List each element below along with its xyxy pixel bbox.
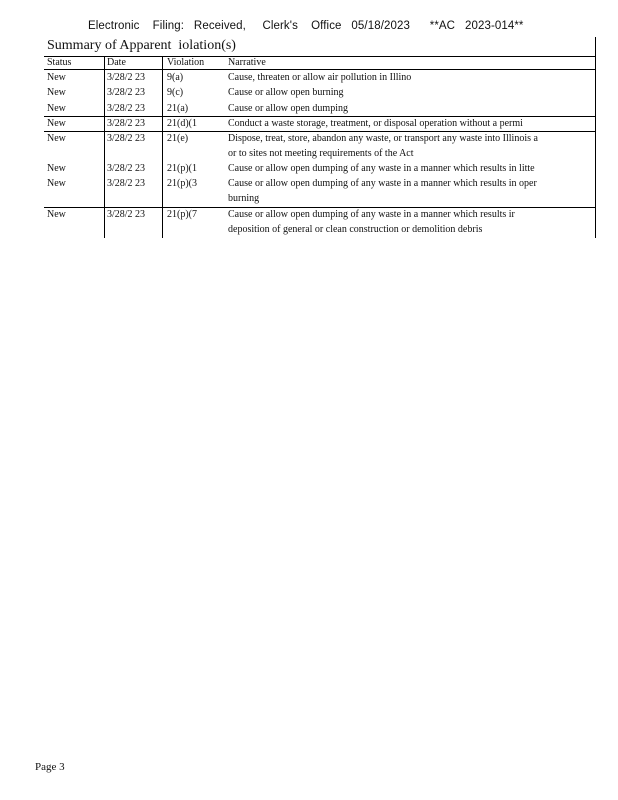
table-cell-narrative [228, 101, 588, 116]
table-cell-violation: 21(d)(1 [167, 118, 197, 129]
table-cell-date: 3/28/2 23 [107, 178, 146, 189]
table-cell-narrative [228, 176, 588, 206]
table-cell-date: 3/28/2 23 [107, 118, 146, 129]
table-cell-violation: 9(a) [167, 72, 184, 83]
table-cell-violation: 21(p)(3 [167, 178, 197, 189]
table-cell-status: New [47, 178, 66, 189]
table-cell-status: New [47, 209, 66, 220]
table-cell-status: New [47, 87, 66, 98]
narrative-line: or to sites not meeting requirements of the Act [228, 148, 414, 159]
table-cell-violation: 21(a) [167, 103, 189, 114]
table-cell-date: 3/28/2 23 [107, 209, 146, 220]
filing-stamp: Electronic Filing: Received, Clerk's Office 05/18/2023 **AC 2023-014** [88, 20, 524, 32]
table-cell-status: New [47, 118, 66, 129]
table-cell-violation: 21(e) [167, 133, 189, 144]
table-cell-date: 3/28/2 23 [107, 133, 146, 144]
table-cell-narrative [228, 70, 588, 85]
table-cell-date: 3/28/2 23 [107, 87, 146, 98]
table-cell-violation: 9(c) [167, 87, 184, 98]
table-cell-status: New [47, 103, 66, 114]
narrative-line: Dispose, treat, store, abandon any waste, or transport any waste into Illinois a [228, 133, 538, 144]
narrative-line: Conduct a waste storage, treatment, or disposal operation without a permi [228, 118, 523, 129]
table-cell-status: New [47, 163, 66, 174]
table-cell-narrative [228, 85, 588, 100]
table-cell-narrative [228, 131, 588, 161]
narrative-line: Cause, threaten or allow air pollution in Illino [228, 72, 412, 83]
table-cell-narrative [228, 207, 588, 237]
narrative-line: Cause or allow open burning [228, 87, 344, 98]
table-cell-status: New [47, 133, 66, 144]
table-cell-violation: 21(p)(1 [167, 163, 197, 174]
table-cell-narrative [228, 116, 588, 131]
table-cell-date: 3/28/2 23 [107, 72, 146, 83]
narrative-line: Cause or allow open dumping of any waste in a manner which results in oper [228, 178, 537, 189]
narrative-line: Cause or allow open dumping of any waste in a manner which results ir [228, 209, 515, 220]
table-cell-date: 3/28/2 23 [107, 163, 146, 174]
column-header: Narrative [228, 57, 266, 68]
table-cell-status: New [47, 72, 66, 83]
narrative-line: burning [228, 193, 260, 204]
column-header: Status [47, 57, 72, 68]
table-cell-date: 3/28/2 23 [107, 103, 146, 114]
narrative-line: Cause or allow open dumping [228, 103, 348, 114]
narrative-line: deposition of general or clean construction or demolition debris [228, 224, 483, 235]
table-cell-violation: 21(p)(7 [167, 209, 197, 220]
page-number: Page 3 [35, 761, 65, 773]
column-header: Date [107, 57, 126, 68]
table-cell-narrative [228, 161, 588, 176]
narrative-line: Cause or allow open dumping of any waste in a manner which results in litte [228, 163, 535, 174]
section-title: Summary of Apparent iolation(s) [47, 38, 236, 53]
column-header: Violation [167, 57, 205, 68]
